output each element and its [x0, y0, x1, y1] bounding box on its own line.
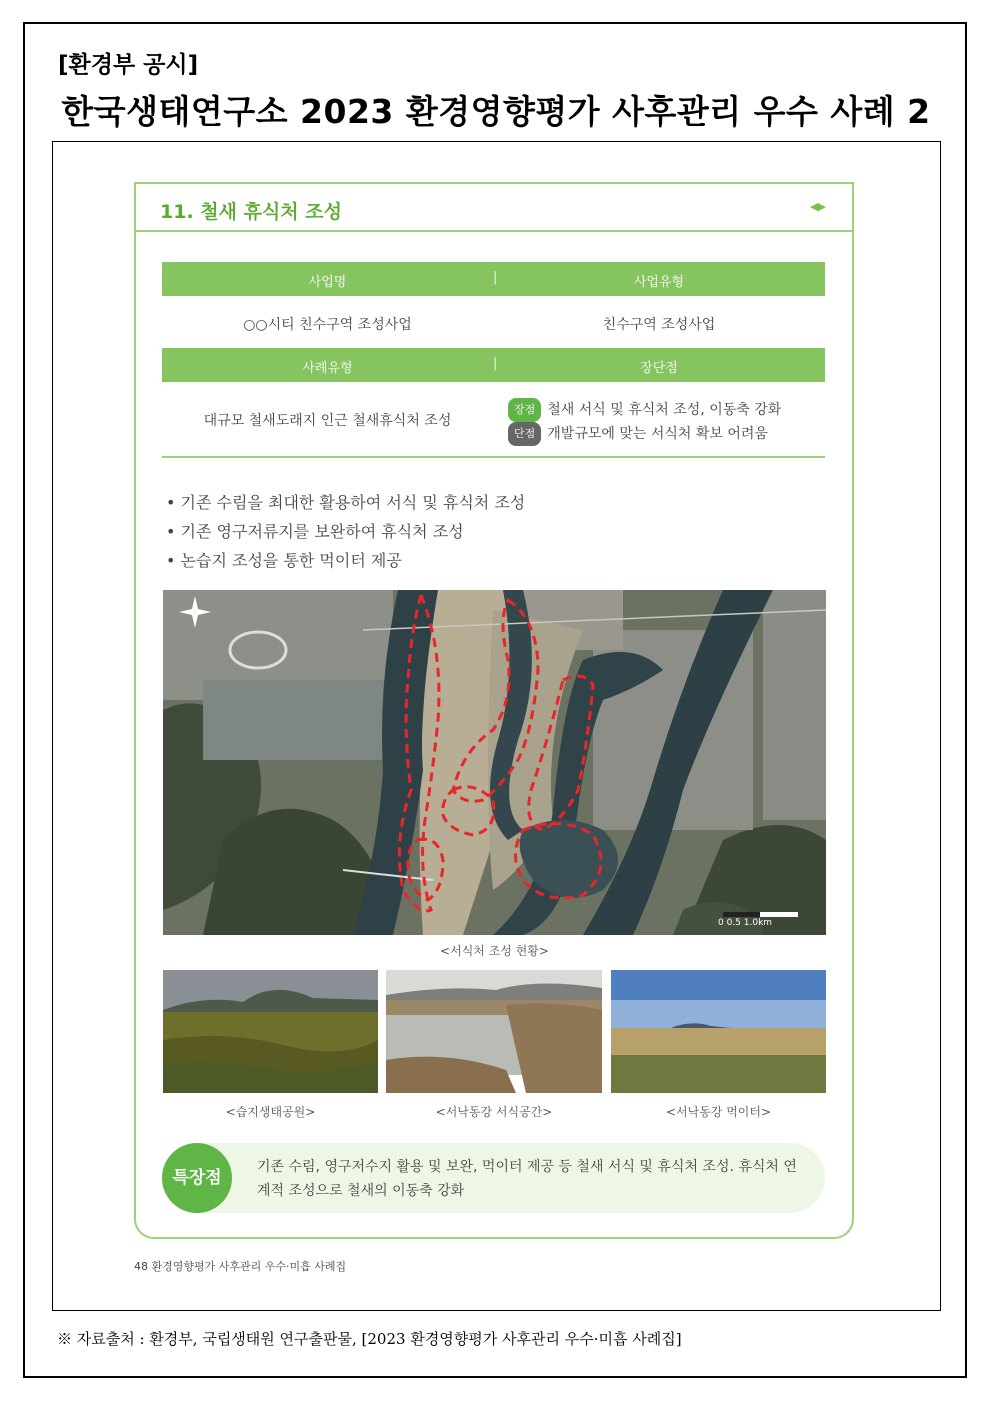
header-pros-cons: 장단점	[640, 361, 678, 376]
section-nav-icon: ◀▶	[810, 200, 825, 213]
header-project-type: 사업유형	[633, 275, 685, 290]
pro-badge: 장점	[508, 398, 541, 422]
feature-badge: 특장점	[162, 1143, 232, 1213]
header-case-type: 사례유형	[302, 361, 353, 376]
con-text: 개발규모에 맞는 서식처 확보 어려움	[547, 426, 768, 442]
photo-habitat-space-graphic	[386, 970, 602, 1093]
cell-project-name: ○○시티 친수구역 조성사업	[243, 317, 412, 333]
header-separator: |	[493, 270, 498, 285]
photo-wetland-park	[163, 970, 378, 1093]
bullet-item: • 기존 영구저류지를 보완하여 휴식처 조성	[166, 517, 525, 546]
section-title: 11. 철새 휴식처 조성	[160, 201, 342, 223]
page-title: 한국생태연구소 2023 환경영향평가 사후관리 우수 사례 2	[61, 92, 931, 131]
cell-project-type: 친수구역 조성사업	[602, 317, 716, 333]
table-bottom-rule	[162, 456, 825, 458]
table-header-row-1	[162, 262, 825, 296]
bullet-item: • 논습지 조성을 통한 먹이터 제공	[166, 546, 525, 575]
photo-caption: <습지생태공원>	[225, 1105, 316, 1119]
map-scale: 0 0.5 1.0km	[718, 918, 773, 928]
header-separator: |	[493, 356, 498, 371]
feature-text: 기존 수림, 영구저수지 활용 및 보완, 먹이터 제공 등 철새 서식 및 휴식처 조성. 휴식처 연계적 조성으로 철새의 이동축 강화	[257, 1159, 797, 1199]
page-footer: 48 환경영향평가 사후관리 우수·미흡 사례집	[134, 1260, 347, 1273]
pros-cons	[508, 398, 781, 446]
photo-caption: <서낙동강 서식공간>	[435, 1105, 553, 1119]
notice-label: [환경부 공시]	[58, 52, 199, 78]
aerial-map-graphic	[163, 590, 826, 935]
photo-feeding-ground-graphic	[611, 970, 826, 1093]
photo-caption: <서낙동강 먹이터>	[665, 1105, 772, 1119]
photo-habitat-space	[386, 970, 602, 1093]
bullet-list	[166, 488, 525, 575]
photo-feeding-ground	[611, 970, 826, 1093]
table-header-row-2	[162, 348, 825, 382]
section-divider	[136, 230, 852, 232]
header-project-name: 사업명	[308, 275, 347, 290]
bullet-item: • 기존 수림을 최대한 활용하여 서식 및 휴식처 조성	[166, 488, 525, 517]
aerial-map	[163, 590, 826, 935]
photo-wetland-park-graphic	[163, 970, 378, 1093]
map-caption: <서식처 조성 현황>	[440, 944, 549, 958]
con-badge: 단점	[508, 422, 541, 446]
cell-case-type: 대규모 철새도래지 인근 철새휴식처 조성	[203, 413, 452, 429]
source-note: ※ 자료출처 : 환경부, 국립생태원 연구출판물, [2023 환경영향평가 사후관리 우수·미흡 사례집]	[57, 1330, 682, 1348]
pro-text: 철새 서식 및 휴식처 조성, 이동축 강화	[547, 402, 782, 418]
